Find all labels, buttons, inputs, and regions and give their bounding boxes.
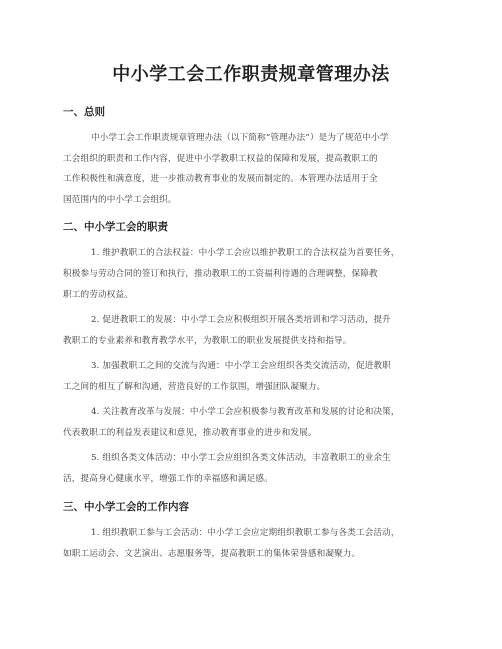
paragraph-line: 中小学工会工作职责规章管理办法（以下简称“管理办法”）是为了规范中小学 [91,133,389,143]
work-item-1-line: 1. 组织教职工参与工会活动：中小学工会应定期组织教职工参与各类工会活动， [91,528,400,538]
duty-item-3-line: 3. 加强教职工之间的交流与沟通：中小学工会应组织各类交流活动，促进教职 [91,361,391,371]
paragraph-line: 工作积极性和满意度，进一步推动教育事业的发展而制定的。本管理办法适用于全 [63,174,378,184]
paragraph-line: 工会组织的职责和工作内容，促进中小学教职工权益的保障和发展，提高教职工的 [63,154,378,164]
work-item-1-line: 如职工运动会、文艺演出、志愿服务等，提高教职工的集体荣誉感和凝聚力。 [63,549,361,559]
section-heading-general: 一、总则 [63,106,105,118]
duty-item-1-line: 积极参与劳动合同的签订和执行，推动教职工的工资福利待遇的合理调整，保障教 [63,269,378,279]
duty-item-5-line: 5. 组织各类文体活动：中小学工会应组织各类文体活动，丰富教职工的业余生 [91,453,391,463]
duty-item-2-line: 教职工的专业素养和教育教学水平，为教职工的职业发展提供支持和指导。 [63,336,352,346]
duty-item-5-line: 活，提高身心健康水平，增强工作的幸福感和满足感。 [63,474,273,484]
section-heading-duties: 二、中小学工会的职责 [63,221,168,233]
duty-item-4-line: 4. 关注教育改革与发展：中小学工会应积极参与教育改革和发展的讨论和决策， [91,407,400,417]
duty-item-4-line: 代表教职工的利益发表建议和意见，推动教育事业的进步和发展。 [63,428,317,438]
duty-item-1-line: 职工的劳动权益。 [63,290,133,300]
duty-item-2-line: 2. 促进教职工的发展：中小学工会应积极组织开展各类培训和学习活动，提升 [91,315,391,325]
paragraph-line: 国范围内的中小学工会组织。 [63,195,177,205]
duty-item-3-line: 工之间的相互了解和沟通，营造良好的工作氛围，增强团队凝聚力。 [63,382,326,392]
document-title: 中小学工会工作职责规章管理办法 [112,64,390,85]
duty-item-1-line: 1. 维护教职工的合法权益：中小学工会应以维护教职工的合法权益为首要任务， [91,248,400,258]
section-heading-work-content: 三、中小学工会的工作内容 [63,501,189,513]
